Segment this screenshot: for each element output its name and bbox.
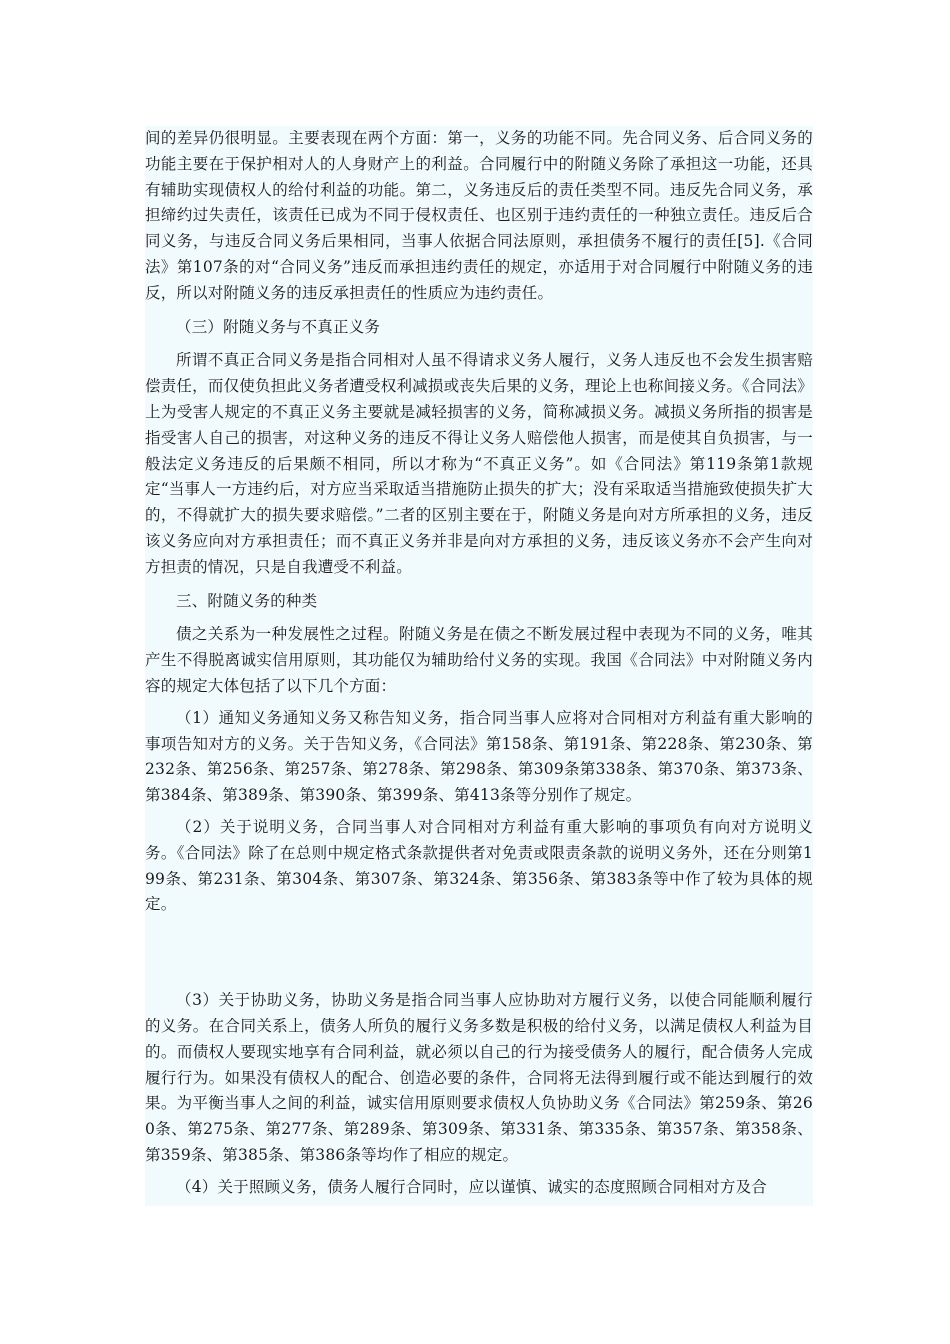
document-body bbox=[145, 126, 813, 1206]
paragraph-assistance-duty: （3）关于协助义务，协助义务是指合同当事人应协助对方履行义务，以使合同能顺利履行的义务。在合同关系上，债务人所负的履行义务多数是积极的给付义务，以满足债权人利益为目的。而债权人要现实地享有合同利益，就必须以自己的行为接受债务人的履行，配合债务人完成履行行为。如果没有债权人的配合、创造必要的条件，合同将无法得到履行或不能达到履行的效果。为平衡当事人之间的利益，诚实信用原则要求债权人负协助义务《合同法》第259条、第260条、第275条、第277条、第289条、第309条、第331条、第335条、第357条、第358条、第359条、第385条、第386条等均作了相应的规定。 bbox=[145, 991, 813, 1164]
paragraph-non-genuine-duty: 所谓不真正合同义务是指合同相对人虽不得请求义务人履行，义务人违反也不会发生损害赔偿责任，而仅使负担此义务者遭受权利减损或丧失后果的义务，理论上也称间接义务。《合同法》上为受害人规定的不真正义务主要就是减轻损害的义务，简称减损义务。减损义务所指的损害是指受害人自己的损害，对这种义务的违反不得让义务人赔偿他人损害，而是使其自负损害，与一般法定义务违反的后果颇不相同，所以才称为“不真正义务”。如《合同法》第119条第1款规定“当事人一方违约后，对方应当采取适当措施防止损失的扩大；没有采取适当措施致使损失扩大的，不得就扩大的损失要求赔偿。”二者的区别主要在于，附随义务是向对方所承担的义务，违反该义务应向对方承担责任；而不真正义务并非是向对方承担的义务，违反该义务亦不会产生向对方担责的情况，只是自我遭受不利益。 bbox=[145, 351, 813, 576]
section-heading-non-genuine-duty: （三）附随义务与不真正义务 bbox=[176, 317, 381, 336]
paragraph-notification-duty: （1）通知义务通知义务又称告知义务，指合同当事人应将对合同相对方利益有重大影响的事项告知对方的义务。关于告知义务，《合同法》第158条、第191条、第228条、第230条、第232条、第256条、第257条、第278条、第298条、第309条第338条、第370条、第373条、第384条、第389条、第390条、第399条、第413条等分别作了规定。 bbox=[145, 708, 813, 805]
section-heading-duty-types: 三、附随义务的种类 bbox=[176, 591, 318, 610]
paragraph-explanation-duty: （2）关于说明义务，合同当事人对合同相对方利益有重大影响的事项负有向对方说明义务。《合同法》除了在总则中规定格式条款提供者对免责或限责条款的说明义务外，还在分则第199条、第231条、第304条、第307条、第324条、第356条、第383条等中作了较为具体的规定。 bbox=[145, 817, 813, 914]
paragraph-care-duty: （4）关于照顾义务，债务人履行合同时，应以谨慎、诚实的态度照顾合同相对方及合 bbox=[176, 1177, 767, 1196]
paragraph-duty-differences: 间的差异仍很明显。主要表现在两个方面：第一，义务的功能不同。先合同义务、后合同义务的功能主要在于保护相对人的人身财产上的利益。合同履行中的附随义务除了承担这一功能，还具有辅助实现债权人的给付利益的功能。第二，义务违反后的责任类型不同。违反先合同义务，承担缔约过失责任，该责任已成为不同于侵权责任、也区别于违约责任的一种独立责任。违反后合同义务，与违反合同义务后果相同，当事人依据合同法原则，承担债务不履行的责任[5].《合同法》第107条的对“合同义务”违反而承担违约责任的规定，亦适用于对合同履行中附随义务的违反，所以对附随义务的违反承担责任的性质应为违约责任。 bbox=[145, 129, 813, 302]
paragraph-duty-types-intro: 债之关系为一种发展性之过程。附随义务是在债之不断发展过程中表现为不同的义务，唯其产生不得脱离诚实信用原则，其功能仅为辅助给付义务的实现。我国《合同法》中对附随义务内容的规定大体包括了以下几个方面： bbox=[145, 625, 813, 695]
page-gap bbox=[145, 924, 813, 988]
